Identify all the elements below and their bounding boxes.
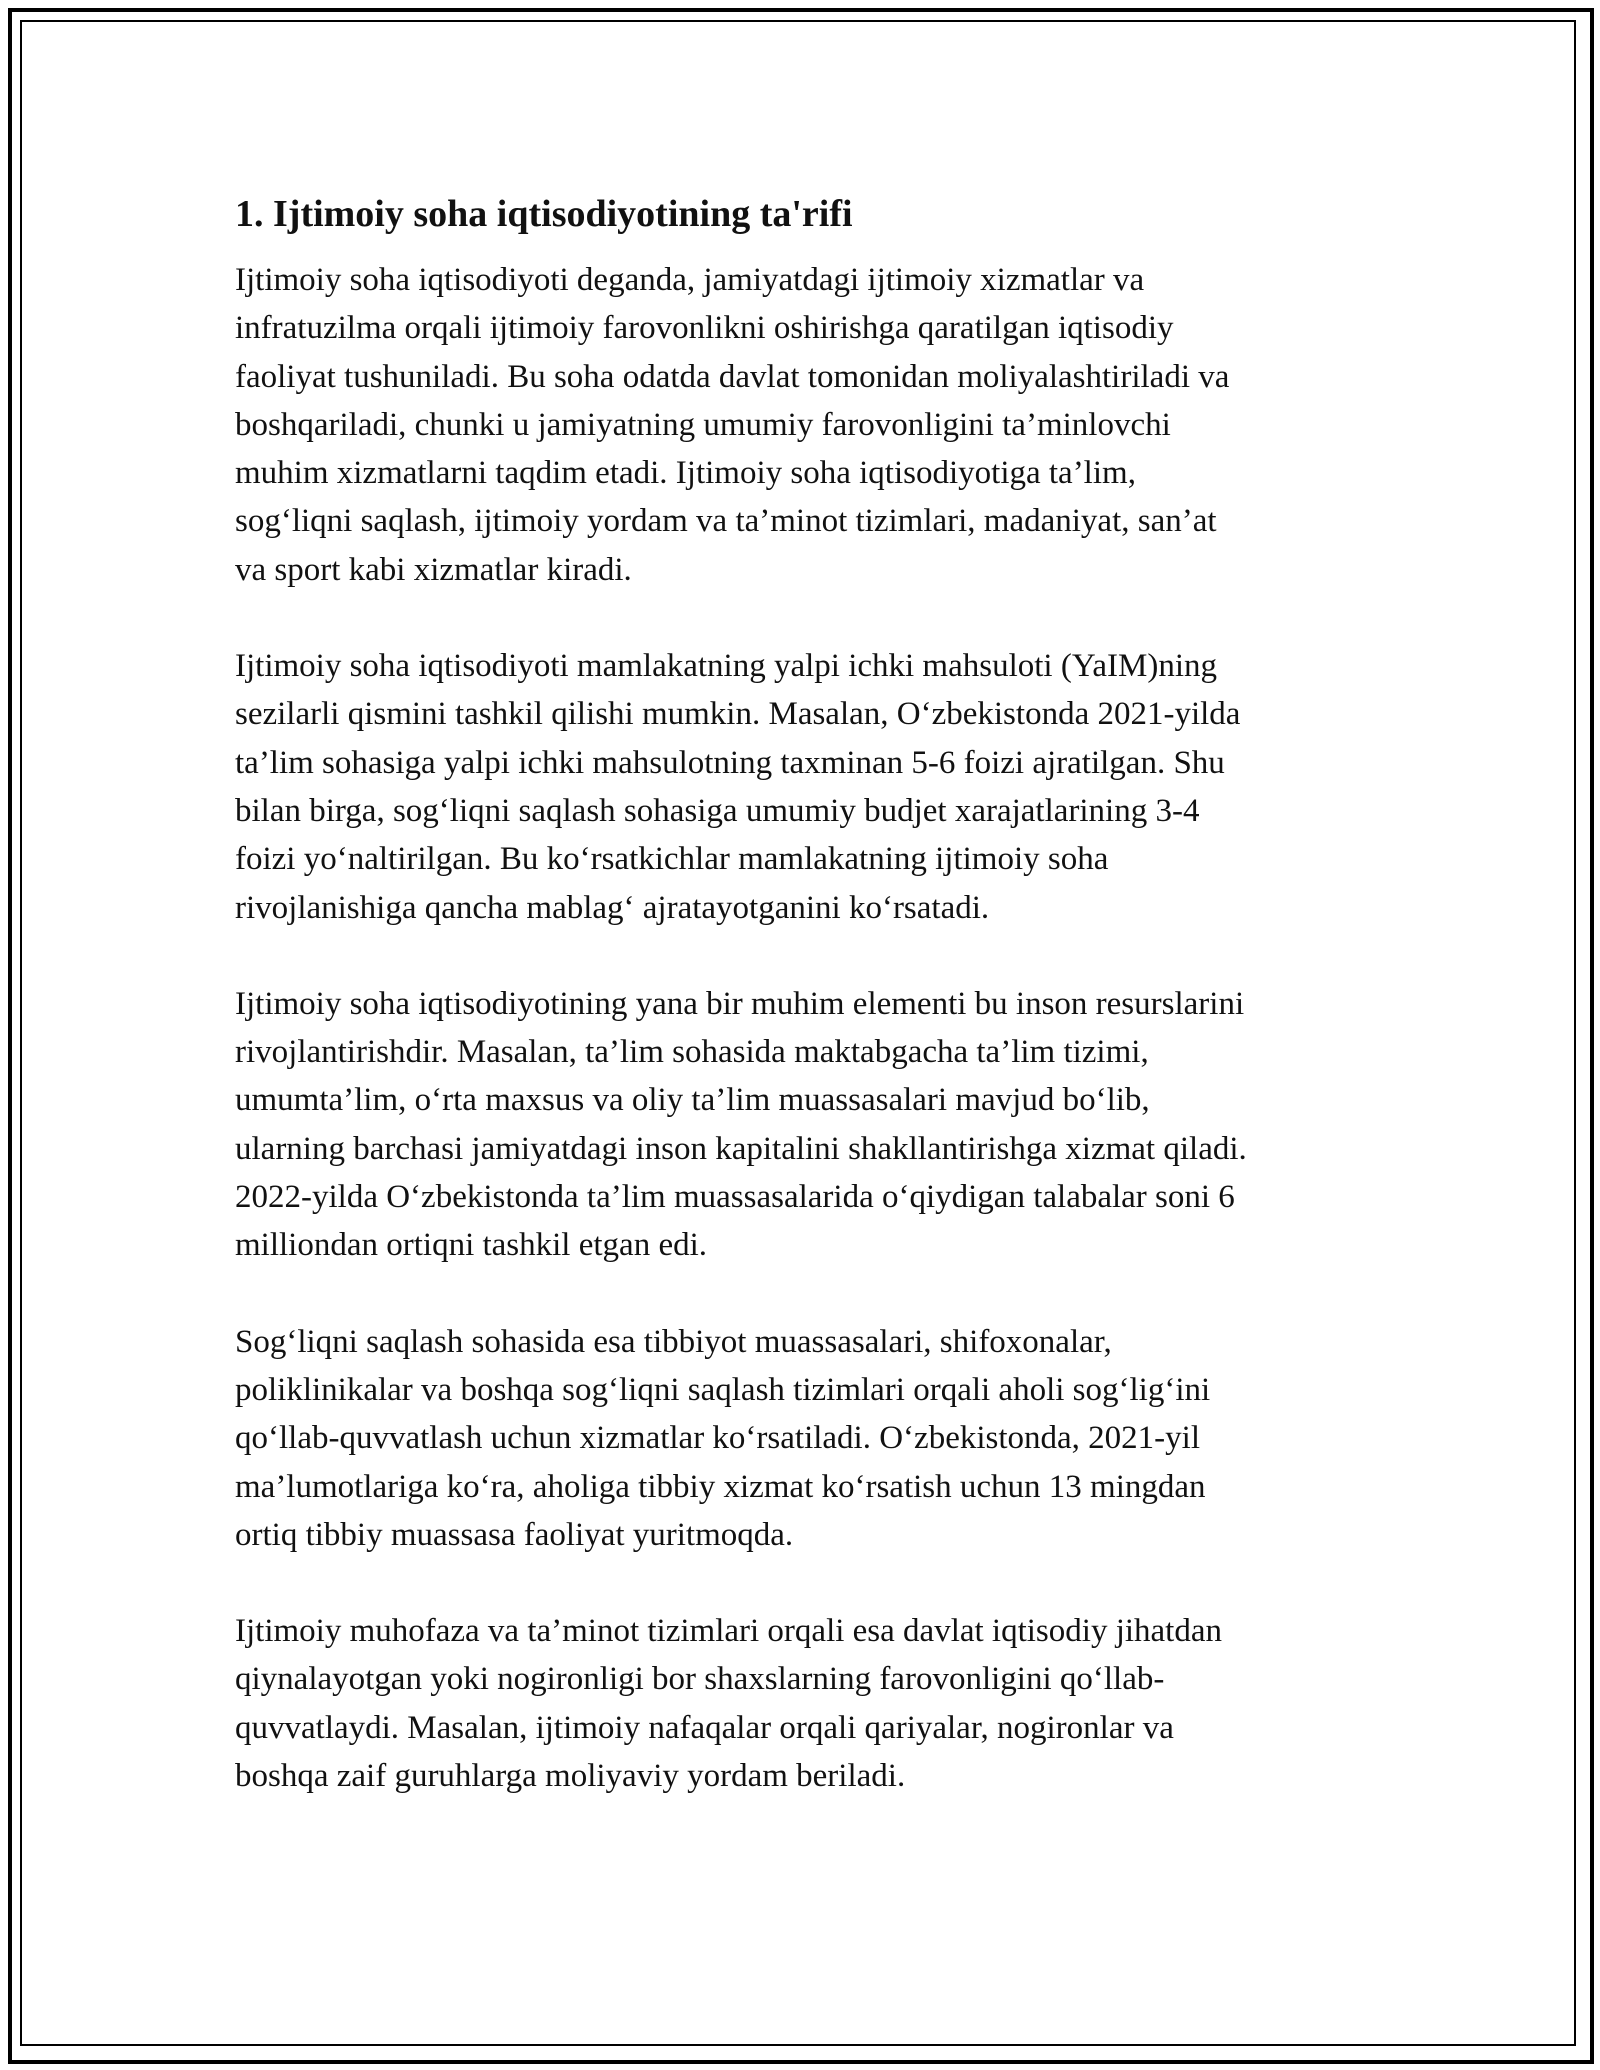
text-line: foizi yo‘naltirilgan. Bu ko‘rsatkichlar mamlakatning ijtimoiy soha xyxy=(235,841,1109,878)
text-line: bilan birga, sog‘liqni saqlash sohasiga umumiy budjet xarajatlarining 3-4 xyxy=(235,792,1200,829)
text-line: Ijtimoiy soha iqtisodiyotining yana bir muhim elementi bu inson resurslarini xyxy=(235,985,1245,1022)
text-line: sezilarli qismini tashkil qilishi mumkin. Masalan, O‘zbekistonda 2021-yilda xyxy=(235,696,1241,733)
text-line: ularning barchasi jamiyatdagi inson kapitalini shakllantirishga xizmat qiladi. xyxy=(235,1130,1247,1167)
text-line: ta’lim sohasiga yalpi ichki mahsulotning taxminan 5-6 foizi ajratilgan. Shu xyxy=(235,744,1225,781)
paragraph-3 xyxy=(235,980,1375,1270)
text-line: infratuzilma orqali ijtimoiy farovonlikni oshirishga qaratilgan iqtisodiy xyxy=(235,310,1174,347)
text-line: Ijtimoiy muhofaza va ta’minot tizimlari orqali esa davlat iqtisodiy jihatdan xyxy=(235,1613,1222,1650)
text-line: qiynalayotgan yoki nogironligi bor shaxslarning farovonligini qo‘llab- xyxy=(235,1661,1165,1698)
text-line: Ijtimoiy soha iqtisodiyoti deganda, jamiyatdagi ijtimoiy xizmatlar va xyxy=(235,262,1145,298)
section-heading: 1. Ijtimoiy soha iqtisodiyotining ta'rifi xyxy=(235,193,853,235)
paragraph-5 xyxy=(235,1607,1375,1800)
paragraph-1 xyxy=(235,256,1375,594)
paragraph-2 xyxy=(235,642,1375,932)
text-line: milliondan ortiqni tashkil etgan edi. xyxy=(235,1227,708,1264)
text-line: quvvatlaydi. Masalan, ijtimoiy nafaqalar orqali qariyalar, nogironlar va xyxy=(235,1709,1174,1746)
text-line: qo‘llab-quvvatlash uchun xizmatlar ko‘rsatiladi. O‘zbekistonda, 2021-yil xyxy=(235,1420,1200,1457)
text-line: rivojlanishiga qancha mablag‘ ajratayotganini ko‘rsatadi. xyxy=(235,889,990,926)
text-line: boshqa zaif guruhlarga moliyaviy yordam beriladi. xyxy=(235,1758,906,1795)
text-line: muhim xizmatlarni taqdim etadi. Ijtimoiy soha iqtisodiyotiga ta’lim, xyxy=(235,455,1136,492)
document-body xyxy=(235,184,1375,1848)
text-line: ma’lumotlariga ko‘ra, aholiga tibbiy xizmat ko‘rsatish uchun 13 mingdan xyxy=(235,1468,1206,1505)
text-line: faoliyat tushuniladi. Bu soha odatda davlat tomonidan moliyalashtiriladi va xyxy=(235,358,1230,395)
text-line: umumta’lim, o‘rta maxsus va oliy ta’lim muassasalari mavjud bo‘lib, xyxy=(235,1082,1150,1119)
text-line: Sog‘liqni saqlash sohasida esa tibbiyot muassasalari, shifoxonalar, xyxy=(235,1323,1112,1360)
text-line: ortiq tibbiy muassasa faoliyat yuritmoqda. xyxy=(235,1516,794,1553)
paragraph-4 xyxy=(235,1318,1375,1559)
text-line: poliklinikalar va boshqa sog‘liqni saqlash tizimlari orqali aholi sog‘lig‘ini xyxy=(235,1371,1211,1408)
text-line: va sport kabi xizmatlar kiradi. xyxy=(235,551,632,588)
text-line: rivojlantirishdir. Masalan, ta’lim sohasida maktabgacha ta’lim tizimi, xyxy=(235,1034,1149,1071)
text-line: boshqariladi, chunki u jamiyatning umumiy farovonligini ta’minlovchi xyxy=(235,406,1171,443)
text-line: Ijtimoiy soha iqtisodiyoti mamlakatning yalpi ichki mahsuloti (YaIM)ning xyxy=(235,648,1217,685)
text-line: sog‘liqni saqlash, ijtimoiy yordam va ta’minot tizimlari, madaniyat, san’at xyxy=(235,503,1217,540)
text-line: 2022-yilda O‘zbekistonda ta’lim muassasalarida o‘qiydigan talabalar soni 6 xyxy=(235,1179,1235,1216)
